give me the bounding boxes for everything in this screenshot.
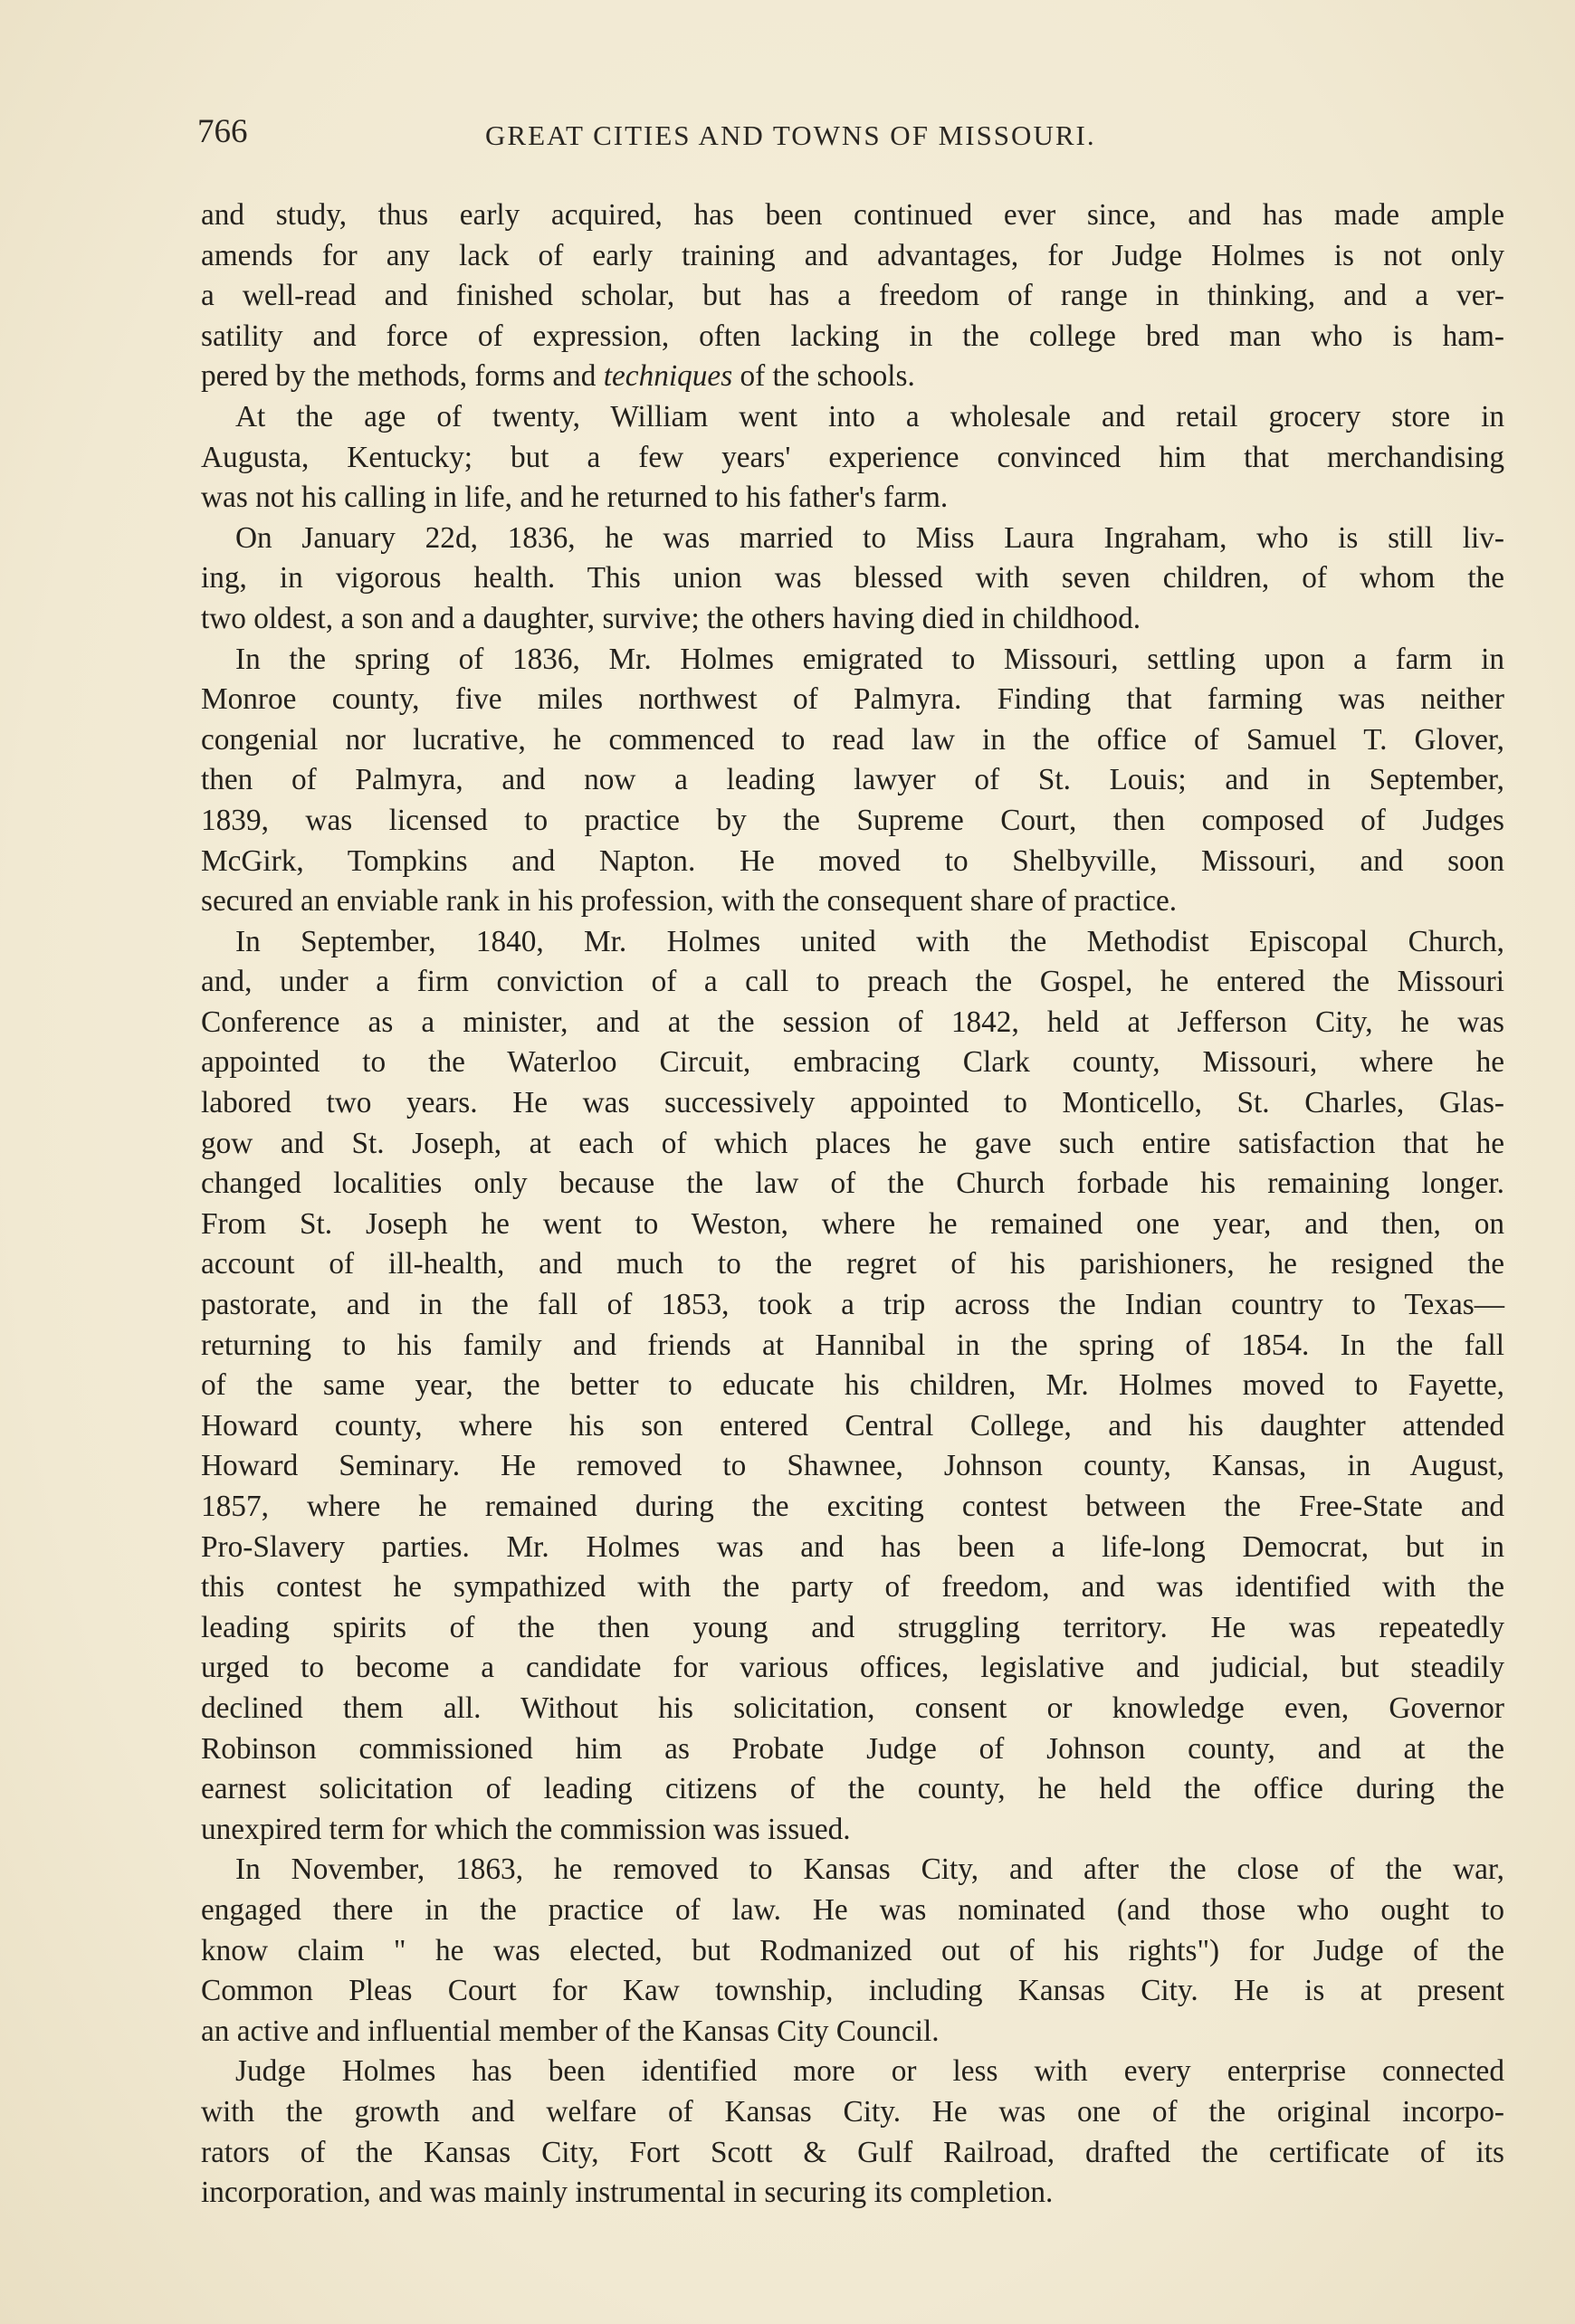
text-line: then of Palmyra, and now a leading lawyer of St. Louis; and in September, [201,763,1504,797]
text-line: two oldest, a son and a daughter, survive; the others having died in childhood. [201,601,1141,635]
text-line: returning to his family and friends at Hannibal in the spring of 1854. In the fall [201,1328,1504,1362]
text-line: Common Pleas Court for Kaw township, including Kansas City. He is at present [201,1974,1504,2008]
text-line: pastorate, and in the fall of 1853, took a trip across the Indian country to Texas— [201,1288,1504,1322]
paragraph [201,922,1504,1851]
text-line: earnest solicitation of leading citizens of the county, he held the office during the [201,1772,1504,1806]
text-line: Conference as a minister, and at the session of 1842, held at Jefferson City, he was [201,1005,1504,1039]
text-line: McGirk, Tompkins and Napton. He moved to Shelbyville, Missouri, and soon [201,843,1504,878]
text-line: incorporation, and was mainly instrumental in securing its completion. [201,2176,1054,2210]
text-line: account of ill-health, and much to the regret of his parishioners, he resigned the [201,1247,1504,1281]
text-line: Robinson commissioned him as Probate Judge of Johnson county, and at the [201,1731,1504,1766]
text-line: labored two years. He was successively appointed to Monticello, St. Charles, Glas- [201,1086,1504,1120]
paragraph [201,519,1504,640]
text-line: In November, 1863, he removed to Kansas City, and after the close of the war, [235,1853,1504,1887]
text-line: At the age of twenty, William went into a wholesale and retail grocery store in [235,399,1504,433]
paragraph [201,397,1504,519]
italic-term: techniques [603,359,733,394]
text-line: gow and St. Joseph, at each of which places he gave such entire satisfaction that he [201,1126,1504,1160]
text-run: pered by the methods, forms and [201,359,604,394]
text-line: In the spring of 1836, Mr. Holmes emigrated to Missouri, settling upon a farm in [235,642,1504,676]
paragraph [201,2052,1504,2213]
text-line: declined them all. Without his solicitation, consent or knowledge even, Governor [201,1691,1504,1725]
text-line: an active and influential member of the Kansas City Council. [201,2014,940,2048]
text-line: know claim " he was elected, but Rodmanized out of his rights") for Judge of the [201,1933,1504,1967]
page-number: 766 [197,113,248,150]
running-title: GREAT CITIES AND TOWNS OF MISSOURI. [485,119,1096,151]
text-line: From St. Joseph he went to Weston, where he remained one year, and then, on [201,1206,1504,1241]
text-line: Judge Holmes has been identified more or less with every enterprise connected [235,2054,1504,2089]
text-line: Howard Seminary. He removed to Shawnee, Johnson county, Kansas, in August, [201,1449,1504,1483]
text-line: and study, thus early acquired, has been continued ever since, and has made ample [201,198,1504,232]
text-line: urged to become a candidate for various offices, legislative and judicial, but steadily [201,1651,1504,1685]
text-line: In September, 1840, Mr. Holmes united with the Methodist Episcopal Church, [235,924,1504,958]
text-line: 1857, where he remained during the exciting contest between the Free-State and [201,1490,1504,1523]
page-header [197,112,1510,167]
text-line: and, under a firm conviction of a call to preach the Gospel, he entered the Missouri [201,965,1504,999]
text-line: congenial nor lucrative, he commenced to read law in the office of Samuel T. Glover, [201,722,1504,757]
paragraph [201,640,1504,922]
text-line: appointed to the Waterloo Circuit, embracing Clark county, Missouri, where he [201,1045,1504,1080]
text-line: this contest he sympathized with the party of freedom, and was identified with the [201,1570,1504,1605]
text-line: Augusta, Kentucky; but a few years' experience convinced him that merchandising [201,440,1504,474]
text-line: Howard county, where his son entered Central College, and his daughter attended [201,1408,1504,1443]
text-line: changed localities only because the law of the Church forbade his remaining longer. [201,1167,1504,1201]
body-text [201,195,1504,2214]
paragraph [201,1850,1504,2052]
text-line: Monroe county, five miles northwest of Palmyra. Finding that farming was neither [201,682,1504,717]
text-line: leading spirits of the then young and struggling territory. He was repeatedly [201,1610,1504,1644]
text-line: rators of the Kansas City, Fort Scott & Gulf Railroad, drafted the certificate of its [201,2135,1504,2169]
text-line: satility and force of expression, often lacking in the college bred man who is ham- [201,319,1504,353]
text-line: 1839, was licensed to practice by the Supreme Court, then composed of Judges [201,803,1504,837]
text-line: of the same year, the better to educate his children, Mr. Holmes moved to Fayette, [201,1368,1504,1403]
text-line: amends for any lack of early training and advantages, for Judge Holmes is not only [201,238,1504,272]
text-line [201,357,1504,397]
paragraph [201,195,1504,397]
text-line: with the growth and welfare of Kansas City. He was one of the original incorpo- [201,2094,1504,2129]
text-line: a well-read and finished scholar, but has a freedom of range in thinking, and a ver- [201,279,1504,313]
text-line: engaged there in the practice of law. He was nominated (and those who ought to [201,1892,1504,1927]
text-line: secured an enviable rank in his profession, with the consequent share of practice. [201,884,1178,919]
text-line: On January 22d, 1836, he was married to Miss Laura Ingraham, who is still liv- [235,520,1504,555]
text-line: ing, in vigorous health. This union was blessed with seven children, of whom the [201,561,1504,595]
text-line: unexpired term for which the commission was issued. [201,1812,851,1846]
text-line: was not his calling in life, and he returned to his father's farm. [201,481,949,515]
text-line: Pro-Slavery parties. Mr. Holmes was and has been a life-long Democrat, but in [201,1529,1504,1564]
text-run: of the schools. [732,359,915,394]
